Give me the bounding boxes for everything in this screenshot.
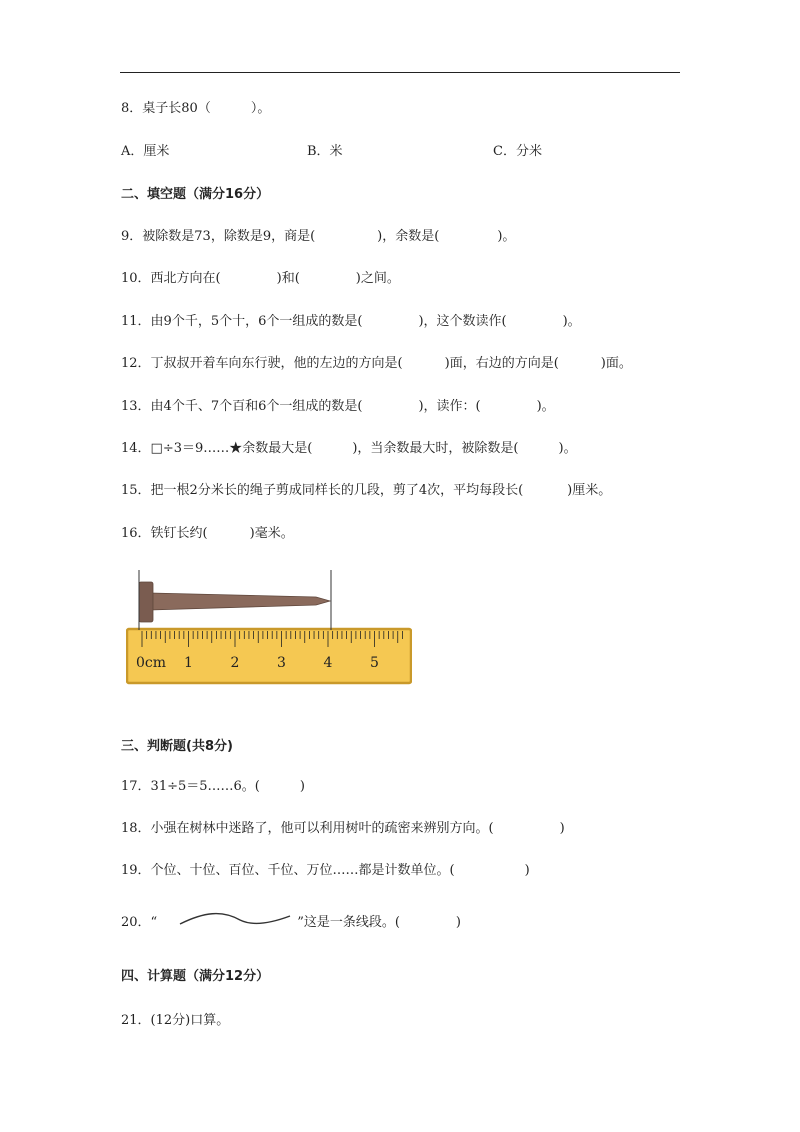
ruler-label: 3 <box>277 655 286 671</box>
question-17: 17．31÷5＝5……6。( ) <box>121 779 305 794</box>
nail <box>139 582 330 622</box>
wavy-line <box>180 914 290 924</box>
question-18: 18．小强在树林中迷路了，他可以利用树叶的疏密来辨别方向。( ) <box>121 821 565 836</box>
question-19: 19．个位、十位、百位、千位、万位……都是计数单位。( ) <box>121 863 530 878</box>
nail-shaft <box>150 593 330 610</box>
nail-head <box>139 582 153 622</box>
question-16: 16．铁钉长约( )毫米。 <box>121 526 294 541</box>
question-20: 20．“ ”这是一条线段。( ) <box>121 915 461 930</box>
section-2-heading: 二、填空题（满分16分） <box>121 187 270 202</box>
ruler-label: 4 <box>323 655 333 671</box>
ruler-label: 5 <box>370 655 379 671</box>
question-15: 15．把一根2分米长的绳子剪成同样长的几段，剪了4次，平均每段长( )厘米。 <box>121 483 612 498</box>
wavy-line-figure <box>178 908 292 930</box>
question-13: 13．由4个千、7个百和6个一组成的数是( )，读作：( )。 <box>121 399 555 414</box>
question-9: 9．被除数是73，除数是9，商是( )，余数是( )。 <box>121 229 516 244</box>
question-21: 21．(12分)口算。 <box>121 1013 230 1028</box>
question-10: 10．西北方向在( )和( )之间。 <box>121 271 400 286</box>
question-11: 11．由9个千，5个十，6个一组成的数是( )，这个数读作( )。 <box>121 314 581 329</box>
option-c[interactable]: C．分米 <box>493 144 542 159</box>
ruler-label: 1 <box>184 655 193 671</box>
section-3-heading: 三、判断题(共8分) <box>121 739 233 754</box>
option-a[interactable]: A．厘米 <box>121 144 170 159</box>
header-rule <box>120 72 680 73</box>
ruler-label: 2 <box>230 655 240 671</box>
nail-ruler-figure <box>126 568 412 686</box>
ruler-label: 0cm <box>136 655 167 671</box>
question-14: 14．□÷3＝9……★余数最大是( )，当余数最大时，被除数是( )。 <box>121 441 577 456</box>
option-b[interactable]: B．米 <box>307 144 343 159</box>
section-4-heading: 四、计算题（满分12分） <box>121 969 270 984</box>
question-12: 12．丁叔叔开着车向东行驶，他的左边的方向是( )面，右边的方向是( )面。 <box>121 356 632 371</box>
question-8: 8．桌子长80（ ）。 <box>121 101 271 116</box>
